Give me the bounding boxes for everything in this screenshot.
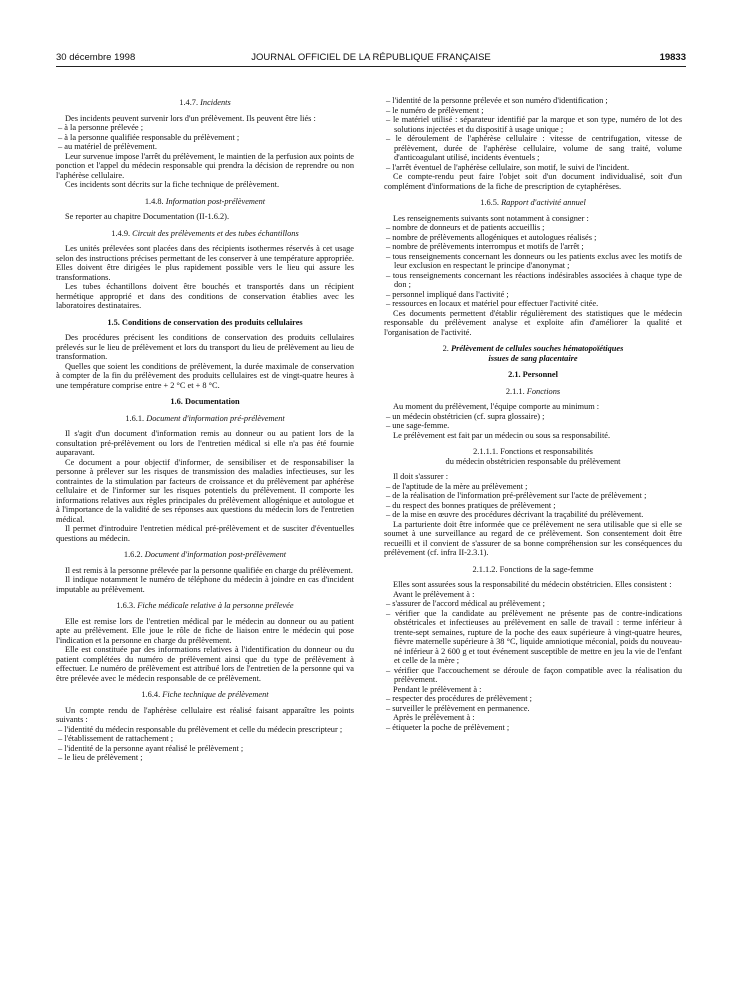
paragraph: Ces documents permettent d'établir régulièrement des statistiques que le médecin responsable du prélèvement analyse et exploite afin d'améliorer la qualité et l'organisation de l'activité. (384, 308, 682, 337)
list-item: – de la réalisation de l'information pré-prélèvement sur l'acte de prélèvement ; (386, 491, 647, 500)
section-heading: 1.6.4. Fiche technique de prélèvement (141, 690, 269, 699)
paragraph: Il est remis à la personne prélevée par la personne qualifiée en charge du prélèvement. (65, 565, 353, 575)
list-item: – tous renseignements concernant les donneurs ou les patients exclus avec les motifs de leur exclusion en respectant le principe d'anonymat ; (386, 251, 682, 270)
list-item: – respecter des procédures de prélèvement ; (386, 694, 532, 703)
list-item: – surveiller le prélèvement en permanence. (386, 703, 530, 713)
list-item: – le numéro de prélèvement ; (386, 105, 484, 115)
section-heading: 1.4.8. Information post-prélèvement (144, 196, 266, 206)
list-item: – au matériel de prélèvement. (58, 142, 157, 151)
section-heading: 1.6. Documentation (170, 397, 240, 406)
list-item: – l'identité du médecin responsable du prélèvement et celle du médecin prescripteur ; (58, 724, 343, 734)
paragraph: La parturiente doit être informée que ce prélèvement ne sera utilisable que si elle se soumet à une surveillance au regard de ce prélèvement. Son consentement doit être recueilli et il convient de s'assurer de sa bonne compréhension sur les conséquences du prélèvement (cf. infra II-2.3.1). (384, 519, 682, 557)
paragraph: Pendant le prélèvement à : (393, 684, 482, 694)
list-item: – vérifier que l'accouchement se déroule de façon compatible avec la réalisation du prélèvement. (386, 665, 682, 684)
paragraph: Des procédures précisent les conditions de conservation des produits cellulaires prélevés sur le lieu de prélèvement et lors du transport du lieu de prélèvement au lieu de transformation. (56, 333, 354, 361)
chapter-heading-line2: issues de sang placentaire (488, 353, 578, 363)
list-item: – nombre de donneurs et de patients accueillis ; (386, 223, 545, 232)
paragraph: Il s'agit d'un document d'information remis au donneur ou au patient lors de la consultation pré-prélèvement ou lors de l'entretien médical si elle n'a pas été fournie auparavant. (56, 429, 354, 457)
paragraph: Elle est constituée par des informations relatives à l'identification du donneur ou du patient complétées du numéro de prélèvement ainsi que du type de prélèvement à effectuer. Le numéro de prélèvement est attribué lors de l'entretien de la personne qui va être prélevée avec le médecin responsable de ce prélèvement. (56, 645, 354, 683)
list-item: – à la personne qualifiée responsable du prélèvement ; (58, 132, 240, 142)
list-item: – vérifier que la candidate au prélèvement ne présente pas de contre-indications obstétricales et infectieuses au prélèvement en salle de travail : terme inférieur à trente-sept semaines, rupture de la poche des eaux supérieure à vingt-quatre heures, fièvre maternelle supérieure à 38 °C, liquide amniotique méconial, poids du nouveau-né inférieur à 2 600 g et tout événement susceptible de mettre en jeu la vie de l'enfant et celle de la mère ; (386, 608, 682, 665)
list-item: – le matériel utilisé : séparateur identifié par la marque et son type, numéro de lot des solutions injectées et du dispositif à usage unique ; (386, 115, 682, 134)
section-heading: 2.1. Personnel (508, 370, 558, 379)
paragraph: Elles sont assurées sous la responsabilité du médecin obstétricien. Elles consistent : (393, 580, 672, 589)
header-rule (56, 66, 686, 67)
section-heading: 2.1.1. Fonctions (505, 386, 561, 396)
paragraph: Ce document a pour objectif d'informer, de sensibiliser et de responsabiliser la personne à prélever sur les risques de transmission des maladies infectieuses, sur les contraintes de la stimulation par facteurs de croissance et du prélèvement par aphérèse cellulaire et de l'informer sur les risques potentiels du prélèvement. Il comporte les informations relatives aux règles principales du prélèvement allogénique et autologue et à l'importance de la validité de ses réponses aux questions du médecin lors de l'entretien médical. (56, 457, 354, 524)
subsection-heading: 2.1.1.1. Fonctions et responsabilités (473, 447, 593, 456)
list-item: – tous renseignements concernant les réactions indésirables associées à chaque type de don ; (386, 270, 682, 289)
left-column (56, 96, 354, 763)
list-item: – l'établissement de rattachement ; (58, 734, 174, 743)
paragraph: Leur survenue impose l'arrêt du prélèvement, le maintien de la perfusion aux points de ponction et l'appel du médecin responsable qui prendra la décision de reprendre ou non l'aphérèse cellulaire. (56, 151, 354, 180)
section-heading: 1.5. Conditions de conservation des produits cellulaires (107, 317, 303, 327)
section-heading: 1.6.2. Document d'information post-prélèvement (123, 550, 287, 559)
list-item: – de l'aptitude de la mère au prélèvement ; (386, 481, 528, 491)
page-header (56, 52, 686, 66)
list-item: – de la mise en œuvre des procédures décrivant la traçabilité du prélèvement. (386, 510, 644, 519)
paragraph: Après le prélèvement à : (393, 713, 475, 722)
paragraph: Les unités prélevées sont placées dans des récipients isothermes réservés à cet usage selon des instructions précises permettant de les conserver à une température appropriée. Elles doivent être dirigées le plus rapidement possible vers le lieu qui assure les transformations. (56, 244, 354, 282)
paragraph: Il permet d'introduire l'entretien médical pré-prélèvement et de susciter d'éventuelles questions au médecin. (56, 524, 354, 543)
list-item: – l'identité de la personne ayant réalisé le prélèvement ; (58, 743, 244, 753)
paragraph: Se reporter au chapitre Documentation (II-1.6.2). (65, 212, 230, 221)
paragraph: Au moment du prélèvement, l'équipe comporte au minimum : (393, 402, 600, 411)
list-item: – nombre de prélèvements allogéniques et autologues réalisés ; (386, 232, 597, 242)
paragraph: Avant le prélèvement à : (393, 589, 475, 599)
list-item: – à la personne prélevée ; (58, 123, 144, 132)
subsection-heading-line2: du médecin obstétricien responsable du prélèvement (445, 456, 621, 466)
list-item: – du respect des bonnes pratiques de prélèvement ; (386, 500, 556, 510)
paragraph: Ces incidents sont décrits sur la fiche technique de prélèvement. (65, 180, 280, 189)
list-item: – le lieu de prélèvement ; (58, 753, 143, 762)
list-item: – étiqueter la poche de prélèvement ; (386, 722, 510, 732)
header-title: JOURNAL OFFICIEL DE LA RÉPUBLIQUE FRANÇAISE (251, 52, 491, 63)
chapter-heading: 2. Prélèvement de cellules souches hématopoïétiques (442, 344, 624, 353)
section-heading: 1.4.9. Circuit des prélèvements et des tubes échantillons (111, 228, 299, 238)
section-heading: 1.6.3. Fiche médicale relative à la personne prélevée (116, 601, 294, 610)
header-date: 30 décembre 1998 (56, 52, 136, 63)
list-item: – l'identité de la personne prélevée et son numéro d'identification ; (386, 96, 608, 105)
paragraph: Des incidents peuvent survenir lors d'un prélèvement. Ils peuvent être liés : (65, 113, 316, 123)
paragraph: Il indique notamment le numéro de téléphone du médecin à joindre en cas d'incident imputable au prélèvement. (56, 575, 354, 594)
paragraph: Quelles que soient les conditions de prélèvement, la durée maximale de conservation à compter de la fin du prélèvement des produits cellulaires est de vingt-quatre heures à une température comprise entre + 2 °C et + 8 °C. (56, 361, 354, 390)
paragraph: Les tubes échantillons doivent être bouchés et transportés dans un récipient hermétique approprié et dans des conditions de conservation établies avec les laboratoires destinataires. (56, 282, 354, 310)
paragraph: Un compte rendu de l'aphérèse cellulaire est réalisé faisant apparaître les points suivants : (56, 705, 354, 724)
right-column (384, 96, 682, 732)
section-heading: 1.6.5. Rapport d'activité annuel (480, 198, 586, 207)
list-item: – l'arrêt éventuel de l'aphérèse cellulaire, son motif, le suivi de l'incident. (386, 162, 630, 172)
list-item: – nombre de prélèvements interrompus et motifs de l'arrêt ; (386, 242, 584, 251)
list-item: – une sage-femme. (386, 421, 450, 430)
subsection-heading: 2.1.1.2. Fonctions de la sage-femme (472, 564, 594, 574)
header-page-number: 19833 (659, 52, 686, 63)
paragraph: Les renseignements suivants sont notamment à consigner : (393, 213, 589, 223)
section-heading: 1.4.7. Incidents (179, 98, 231, 107)
list-item: – personnel impliqué dans l'activité ; (386, 289, 509, 299)
list-item: – le déroulement de l'aphérèse cellulaire : vitesse de centrifugation, vitesse de prélèvement, durée de l'aphérèse cellulaire, volume de sang traité, volume d'anticoagulant utilisé, incidents éventuels ; (386, 134, 682, 162)
list-item: – un médecin obstétricien (cf. supra glossaire) ; (386, 411, 545, 421)
section-heading: 1.6.1. Document d'information pré-prélèvement (125, 413, 285, 423)
paragraph: Elle est remise lors de l'entretien médical par le médecin au donneur ou au patient apte au prélèvement. Elle joue le rôle de fiche de liaison entre le médecin qui pose l'indication et la personne en charge du prélèvement. (56, 616, 354, 645)
list-item: – s'assurer de l'accord médical au prélèvement ; (386, 599, 545, 608)
paragraph: Il doit s'assurer : (393, 472, 449, 481)
paragraph: Le prélèvement est fait par un médecin ou sous sa responsabilité. (393, 430, 611, 440)
paragraph: Ce compte-rendu peut faire l'objet soit d'un document individualisé, soit d'un complément d'informations de la fiche de prescription de cytaphérèses. (384, 172, 682, 191)
list-item: – ressources en locaux et matériel pour effectuer l'activité citée. (386, 299, 599, 308)
